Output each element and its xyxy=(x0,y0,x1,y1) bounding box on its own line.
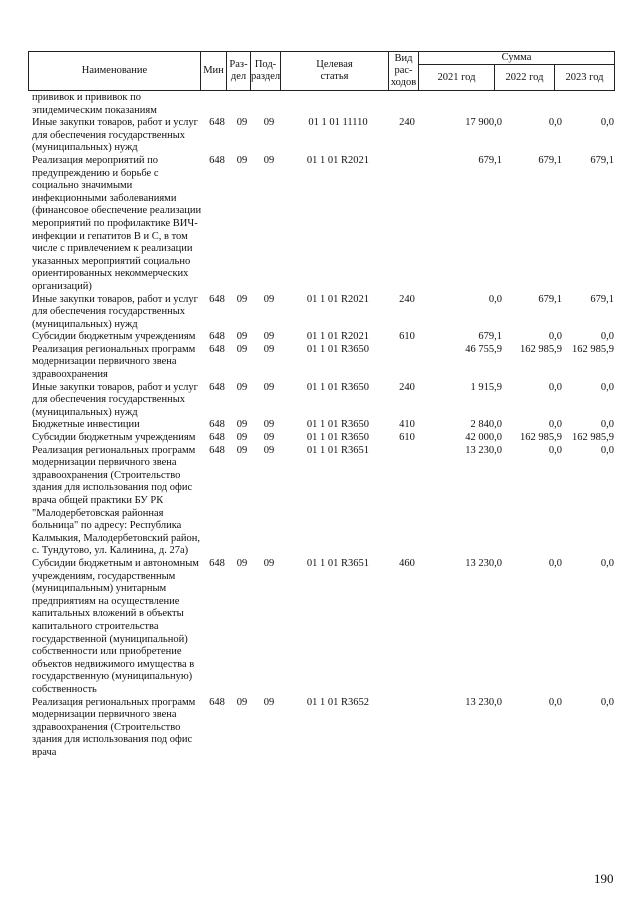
row-name: Субсидии бюджетным учреждениям xyxy=(32,432,196,444)
row-name: Иные закупки товаров, работ и услуг для обеспечения государственных (муниципальных) нужд xyxy=(32,293,198,330)
table-row xyxy=(28,445,614,558)
row-name: Иные закупки товаров, работ и услуг для обеспечения государственных (муниципальных) нужд xyxy=(32,117,198,154)
row-razdel: 09 xyxy=(236,331,248,343)
row-celevaya: 01 1 01 R2021 xyxy=(306,331,370,343)
header-celevaya: Целевая статья xyxy=(281,52,389,91)
row-name: Реализация региональных программ модернизации первичного звена здравоохранения (Строительство здания для использования под офис врача общей практики БУ РК "Малодербетовская районная больница" по адресу: Республика Калмыкия, Малодербетовский район, с. Тундутово, ул. Калинина, д. 27а) xyxy=(32,444,200,557)
row-podrazdel: 09 xyxy=(263,117,275,129)
row-min: 648 xyxy=(209,696,225,708)
row-name: Субсидии бюджетным учреждениям xyxy=(32,331,196,343)
row-podrazdel: 09 xyxy=(263,696,275,708)
table-body xyxy=(28,92,614,759)
table-row xyxy=(28,331,614,344)
row-name: Субсидии бюджетным и автономным учреждениям, государственным (муниципальным) унитарным предприятиям на осуществление капитальных вложений в объекты капитального строительства государственной (муниципальной) собственности или приобретение объектов недвижимого имущества в государственную (муниципальную) собственность xyxy=(32,557,199,695)
row-razdel: 09 xyxy=(236,293,248,305)
row-celevaya: 01 1 01 R2021 xyxy=(306,293,370,305)
row-razdel: 09 xyxy=(236,557,248,569)
row-podrazdel: 09 xyxy=(263,154,275,166)
row-sum-2021: 42 000,0 xyxy=(465,432,502,444)
row-sum-2022: 679,1 xyxy=(538,154,562,166)
row-sum-2023: 0,0 xyxy=(600,444,614,456)
row-min: 648 xyxy=(209,432,225,444)
header-year-2021: 2021 год xyxy=(419,65,495,91)
row-min: 648 xyxy=(209,419,225,431)
table-row xyxy=(28,419,614,432)
row-podrazdel: 09 xyxy=(263,331,275,343)
row-sum-2022: 0,0 xyxy=(548,331,562,343)
row-name: Иные закупки товаров, работ и услуг для обеспечения государственных (муниципальных) нужд xyxy=(32,381,198,418)
row-celevaya: 01 1 01 R3651 xyxy=(306,444,370,456)
row-sum-2022: 162 985,9 xyxy=(520,343,562,355)
row-min: 648 xyxy=(209,444,225,456)
row-sum-2023: 0,0 xyxy=(600,331,614,343)
header-vid: Вид рас- ходов xyxy=(389,52,419,91)
row-min: 648 xyxy=(209,557,225,569)
table-header xyxy=(28,51,615,91)
row-min: 648 xyxy=(209,117,225,129)
row-celevaya: 01 1 01 R3652 xyxy=(306,696,370,708)
row-sum-2022: 0,0 xyxy=(548,557,562,569)
header-min: Мин xyxy=(201,52,227,91)
row-min: 648 xyxy=(209,293,225,305)
row-podrazdel: 09 xyxy=(263,293,275,305)
header-summa: Сумма xyxy=(419,52,615,65)
row-razdel: 09 xyxy=(236,432,248,444)
row-sum-2023: 0,0 xyxy=(600,557,614,569)
row-sum-2023: 679,1 xyxy=(590,154,614,166)
table-row xyxy=(28,92,614,117)
row-sum-2021: 13 230,0 xyxy=(465,557,502,569)
row-sum-2023: 162 985,9 xyxy=(572,343,614,355)
row-sum-2021: 13 230,0 xyxy=(465,444,502,456)
row-sum-2022: 0,0 xyxy=(548,419,562,431)
table-row xyxy=(28,558,614,697)
row-vid: 240 xyxy=(399,381,415,393)
table-row xyxy=(28,155,614,294)
row-vid: 610 xyxy=(399,432,415,444)
row-razdel: 09 xyxy=(236,444,248,456)
row-celevaya: 01 1 01 R3650 xyxy=(306,381,370,393)
row-sum-2023: 0,0 xyxy=(600,419,614,431)
header-year-2022: 2022 год xyxy=(495,65,555,91)
header-razdel: Раз- дел xyxy=(227,52,251,91)
row-vid: 610 xyxy=(399,331,415,343)
row-name: Бюджетные инвестиции xyxy=(32,419,140,431)
table-row xyxy=(28,344,614,382)
row-razdel: 09 xyxy=(236,117,248,129)
row-sum-2021: 1 915,9 xyxy=(470,381,502,393)
row-sum-2022: 162 985,9 xyxy=(520,432,562,444)
table-row xyxy=(28,294,614,332)
row-sum-2023: 679,1 xyxy=(590,293,614,305)
row-podrazdel: 09 xyxy=(263,343,275,355)
row-min: 648 xyxy=(209,343,225,355)
row-name: Реализация мероприятий по предупреждению и борьбе с социально значимыми инфекционными заболеваниями (финансовое обеспечение реализации мероприятий по профилактике ВИЧ-инфекции и гепатитов В и С, в том числе с привлечением к реализации указанных мероприятий социально ориентированных некоммерческих организаций) xyxy=(32,154,202,292)
row-sum-2022: 0,0 xyxy=(548,381,562,393)
table-row xyxy=(28,117,614,155)
row-sum-2022: 0,0 xyxy=(548,117,562,129)
row-podrazdel: 09 xyxy=(263,432,275,444)
row-min: 648 xyxy=(209,331,225,343)
row-celevaya: 01 1 01 R3650 xyxy=(306,432,370,444)
table-row xyxy=(28,432,614,445)
table-row xyxy=(28,697,614,760)
row-sum-2021: 679,1 xyxy=(478,331,502,343)
row-razdel: 09 xyxy=(236,381,248,393)
row-sum-2022: 0,0 xyxy=(548,696,562,708)
row-name: прививок и прививок по эпидемическим показаниям xyxy=(32,92,157,116)
row-razdel: 09 xyxy=(236,154,248,166)
table-row xyxy=(28,382,614,420)
row-sum-2021: 17 900,0 xyxy=(465,117,502,129)
row-razdel: 09 xyxy=(236,419,248,431)
row-sum-2021: 13 230,0 xyxy=(465,696,502,708)
row-vid: 240 xyxy=(399,293,415,305)
row-sum-2021: 2 840,0 xyxy=(470,419,502,431)
row-sum-2022: 0,0 xyxy=(548,444,562,456)
row-celevaya: 01 1 01 R3651 xyxy=(306,557,370,569)
header-year-2023: 2023 год xyxy=(555,65,615,91)
row-sum-2023: 0,0 xyxy=(600,696,614,708)
row-vid: 410 xyxy=(399,419,415,431)
row-name: Реализация региональных программ модернизации первичного звена здравоохранения xyxy=(32,343,196,381)
row-podrazdel: 09 xyxy=(263,381,275,393)
row-podrazdel: 09 xyxy=(263,444,275,456)
row-razdel: 09 xyxy=(236,696,248,708)
page-number: 190 xyxy=(594,871,614,886)
row-sum-2023: 0,0 xyxy=(600,381,614,393)
row-razdel: 09 xyxy=(236,343,248,355)
row-vid: 240 xyxy=(399,117,415,129)
row-sum-2023: 162 985,9 xyxy=(572,432,614,444)
row-name: Реализация региональных программ модернизации первичного звена здравоохранения (Строительство здания для использования под офис врача xyxy=(32,696,196,758)
row-sum-2021: 679,1 xyxy=(478,154,502,166)
row-podrazdel: 09 xyxy=(263,419,275,431)
header-name: Наименование xyxy=(29,52,201,91)
row-celevaya: 01 1 01 R3650 xyxy=(306,343,370,355)
row-podrazdel: 09 xyxy=(263,557,275,569)
row-celevaya: 01 1 01 R2021 xyxy=(306,154,370,166)
row-sum-2021: 46 755,9 xyxy=(465,343,502,355)
row-min: 648 xyxy=(209,154,225,166)
row-sum-2022: 679,1 xyxy=(538,293,562,305)
header-podrazdel: Под- раздел xyxy=(251,52,281,91)
row-vid: 460 xyxy=(399,557,415,569)
row-min: 648 xyxy=(209,381,225,393)
row-sum-2023: 0,0 xyxy=(600,117,614,129)
row-sum-2021: 0,0 xyxy=(488,293,502,305)
row-celevaya: 01 1 01 11110 xyxy=(308,117,368,129)
row-celevaya: 01 1 01 R3650 xyxy=(306,419,370,431)
